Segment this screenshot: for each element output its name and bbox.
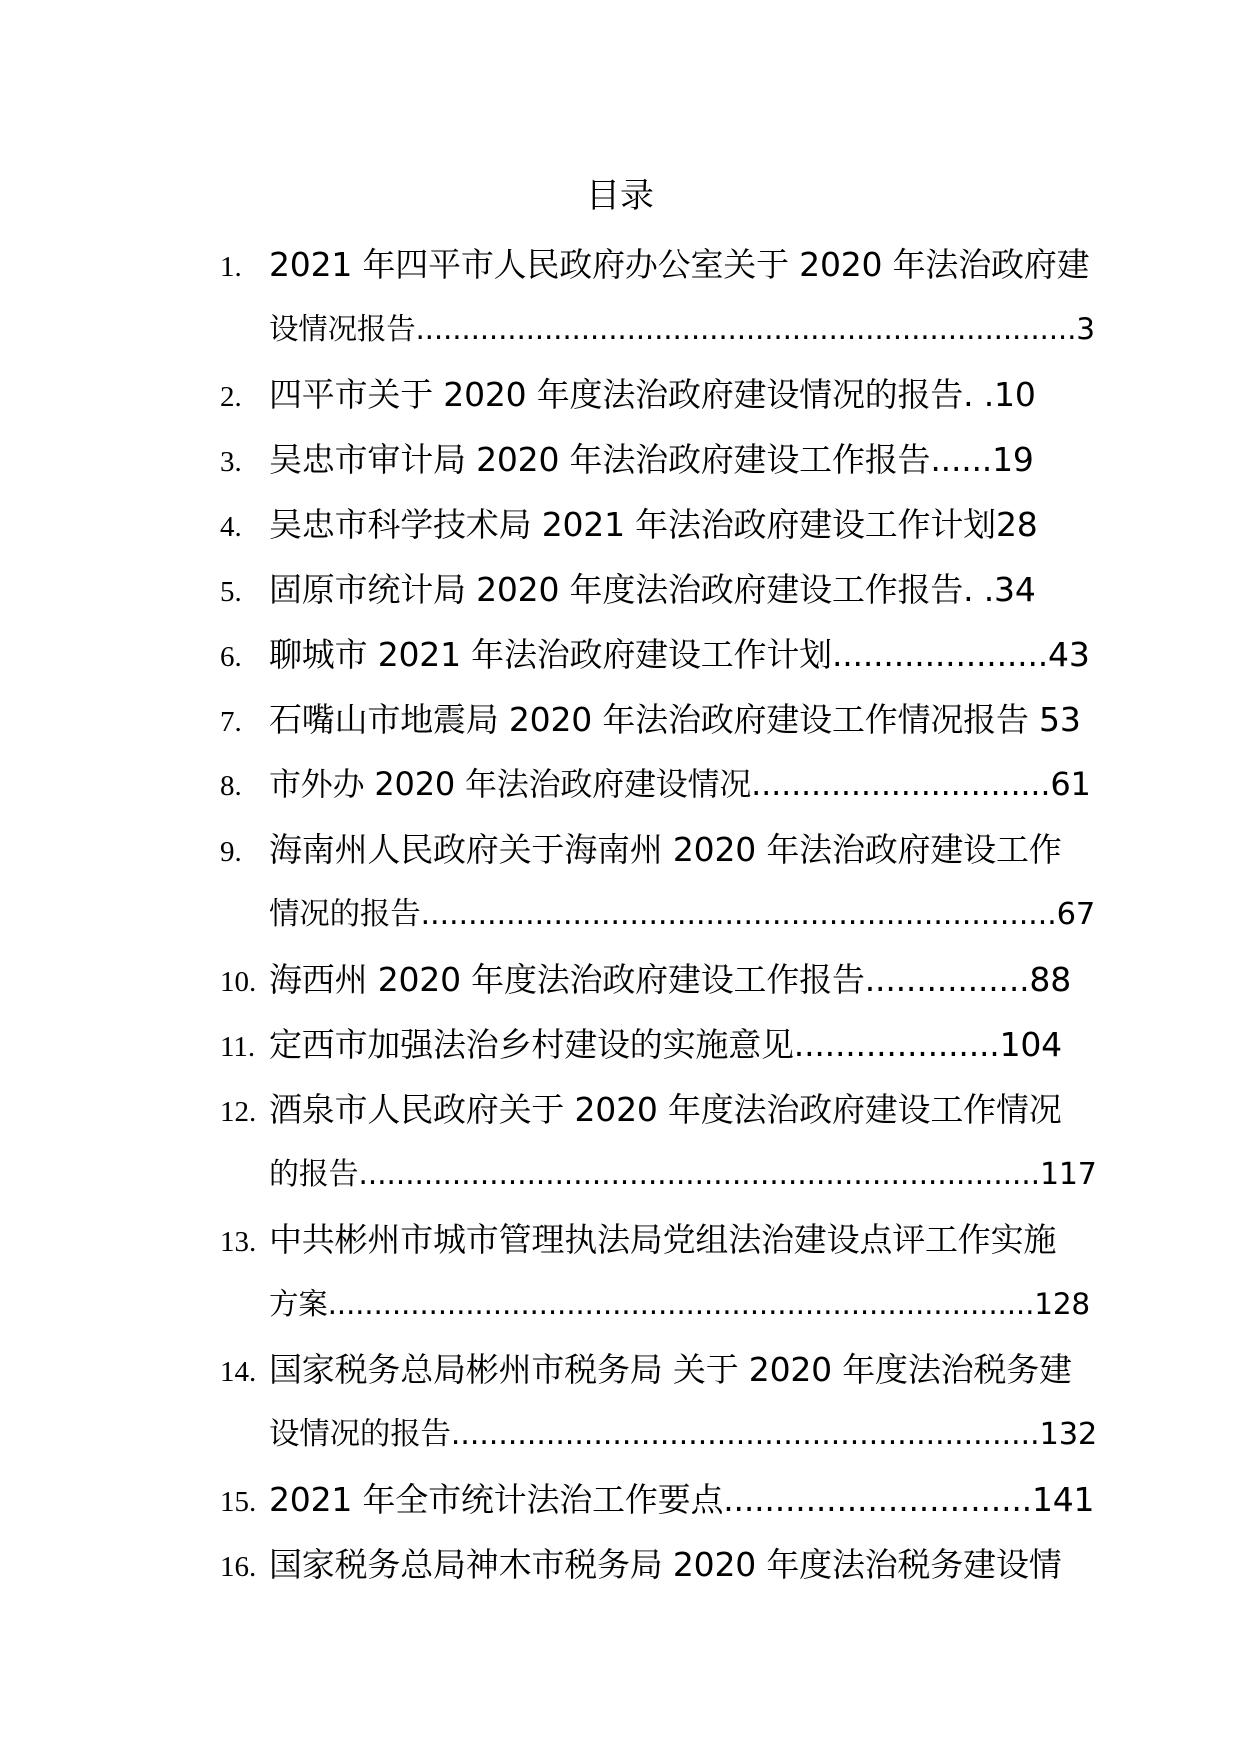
entry-number: 6. bbox=[220, 641, 242, 673]
entry-text: 的报告.........................................................................117 bbox=[269, 1157, 1097, 1192]
toc-entry-2[interactable] bbox=[220, 362, 1100, 427]
entry-text: 四平市关于 2020 年度法治政府建设情况的报告. .10 bbox=[269, 375, 1036, 414]
toc-entry-5[interactable] bbox=[220, 557, 1100, 622]
toc-entry-11[interactable] bbox=[220, 1012, 1100, 1077]
entry-number: 16. bbox=[220, 1551, 257, 1583]
toc-entry-13-continued[interactable] bbox=[220, 1272, 1100, 1337]
entry-number: 9. bbox=[220, 836, 242, 868]
entry-number: 2. bbox=[220, 381, 242, 413]
toc-entry-6[interactable] bbox=[220, 622, 1100, 687]
entry-text: 设情况报告........................................................................3 bbox=[269, 312, 1095, 346]
toc-entry-8[interactable] bbox=[220, 752, 1100, 817]
entry-text: 情况的报告...................................................................67 bbox=[269, 897, 1096, 932]
entry-text: 市外办 2020 年法治政府建设情况..............................61 bbox=[269, 765, 1091, 803]
entry-text: 海西州 2020 年度法治政府建设工作报告................88 bbox=[269, 960, 1071, 999]
entry-number: 13. bbox=[220, 1226, 257, 1258]
entry-number: 11. bbox=[220, 1031, 256, 1063]
entry-number: 4. bbox=[220, 511, 242, 543]
toc-entry-9-continued[interactable] bbox=[220, 882, 1100, 947]
entry-number: 5. bbox=[220, 576, 242, 608]
entry-text: 吴忠市审计局 2020 年法治政府建设工作报告......19 bbox=[269, 440, 1034, 479]
entry-text: 国家税务总局彬州市税务局 关于 2020 年度法治税务建 bbox=[269, 1350, 1072, 1389]
entry-text: 2021 年四平市人民政府办公室关于 2020 年法治政府建 bbox=[269, 245, 1090, 284]
toc-entry-4[interactable] bbox=[220, 492, 1100, 557]
toc-entry-1[interactable] bbox=[220, 232, 1100, 297]
toc-entry-14[interactable] bbox=[220, 1337, 1100, 1402]
entry-text: 固原市统计局 2020 年度法治政府建设工作报告. .34 bbox=[269, 570, 1036, 609]
toc-entry-16[interactable] bbox=[220, 1532, 1100, 1597]
entry-text: 海南州人民政府关于海南州 2020 年法治政府建设工作 bbox=[269, 830, 1062, 869]
entry-number: 3. bbox=[220, 446, 242, 478]
toc-entry-10[interactable] bbox=[220, 947, 1100, 1012]
entry-text: 定西市加强法治乡村建设的实施意见....................104 bbox=[269, 1025, 1062, 1064]
toc-entry-13[interactable] bbox=[220, 1207, 1100, 1272]
toc-entry-15[interactable] bbox=[220, 1467, 1100, 1532]
toc-title: 目录 bbox=[586, 176, 654, 216]
toc-entry-12[interactable] bbox=[220, 1077, 1100, 1142]
entry-number: 15. bbox=[220, 1486, 257, 1518]
entry-text: 酒泉市人民政府关于 2020 年度法治政府建设工作情况 bbox=[269, 1090, 1062, 1129]
toc-entry-9[interactable] bbox=[220, 817, 1100, 882]
toc-list bbox=[220, 232, 1100, 1597]
toc-entry-1-continued[interactable] bbox=[220, 297, 1100, 362]
entry-text: 设情况的报告..............................................................132 bbox=[269, 1417, 1098, 1452]
entry-text: 石嘴山市地震局 2020 年法治政府建设工作情况报告 53 bbox=[269, 700, 1081, 739]
entry-number: 7. bbox=[220, 706, 242, 738]
toc-entry-12-continued[interactable] bbox=[220, 1142, 1100, 1207]
entry-text: 中共彬州市城市管理执法局党组法治建设点评工作实施 bbox=[269, 1220, 1057, 1259]
entry-number: 1. bbox=[220, 251, 242, 283]
toc-entry-3[interactable] bbox=[220, 427, 1100, 492]
entry-text: 国家税务总局神木市税务局 2020 年度法治税务建设情 bbox=[269, 1545, 1062, 1584]
entry-number: 12. bbox=[220, 1096, 257, 1128]
entry-text: 吴忠市科学技术局 2021 年法治政府建设工作计划28 bbox=[269, 505, 1038, 544]
entry-text: 聊城市 2021 年法治政府建设工作计划.....................43 bbox=[269, 635, 1090, 674]
entry-number: 10. bbox=[220, 966, 257, 998]
entry-number: 14. bbox=[220, 1356, 257, 1388]
entry-text: 方案.............................................................................128 bbox=[269, 1287, 1090, 1321]
toc-entry-7[interactable] bbox=[220, 687, 1100, 752]
entry-text: 2021 年全市统计法治工作要点..............................141 bbox=[269, 1480, 1095, 1519]
toc-entry-14-continued[interactable] bbox=[220, 1402, 1100, 1467]
entry-number: 8. bbox=[220, 770, 242, 802]
